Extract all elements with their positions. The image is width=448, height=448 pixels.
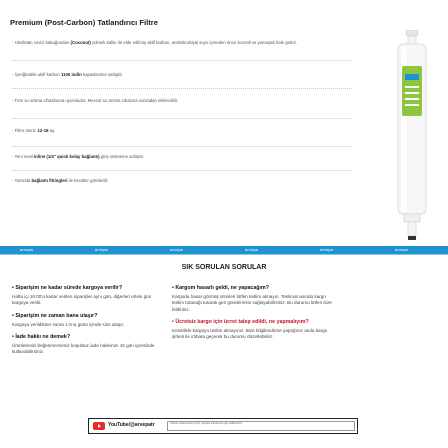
faq-answer: Hafta içi 16:00'a kadar verilen siparişler aynı gün, diğerleri ertesi gün kargoya verilir. [12, 294, 152, 306]
faq-question-highlight: • Ücretsiz kargo için ücret talep edildi, ne yapmalıyım? [172, 318, 309, 325]
faq-question: • Kargom hasarlı geldi, ne yapacağım? [172, 285, 269, 291]
faq-answer: Kargoya verildikten sonra 1-5 iş günü içinde size ulaşır. [12, 321, 125, 327]
divider [12, 60, 352, 61]
feature-item: - İçeriğindeki aktif karbon 1100 iodin kapasitesine sahiptir. [12, 72, 123, 77]
band-label: arvepa [320, 247, 333, 252]
youtube-banner[interactable] [88, 418, 358, 434]
faq-title: SIK SORULAN SORULAR [181, 264, 267, 271]
feature-item: - Filtre ömrü: 12-18 ay. [12, 128, 56, 133]
faq-left-column [12, 285, 164, 355]
product-title: Premium (Post-Carbon) Tatlandırıcı Filtre [10, 18, 158, 27]
band-label: arvepa [170, 247, 183, 252]
faq-question: • Siparişim ne zaman bana ulaşır? [12, 312, 98, 319]
youtube-icon [93, 422, 105, 430]
band-label: arvepa [20, 247, 33, 252]
feature-item: - Yanında bağlantı fittingleri ile beraber gönderilir. [12, 178, 109, 183]
filter-product-image [382, 30, 442, 248]
band-label: arvepa [395, 247, 408, 252]
feature-item: - Yeni nesil inline (1/4" quick kolay bağlantı) giriş sistemine sahiptir. [12, 154, 144, 159]
divider [12, 146, 352, 147]
faq-answer: Kargoda hasar görmüş ürünleri lütfen teslim almayın. Teslimat anında kargo teslim tutanağı tutarak geri gönderimini sağlayabilirsiniz. Bu durumu lütfen bize bildiriniz. [172, 294, 332, 312]
youtube-handle[interactable]: YouTube/@arvepatr [108, 422, 155, 428]
faq-question: • İade hakkı ne demek? [12, 333, 71, 340]
faq-answer: Kesinlikle kargoyu teslim almayınız. Bize bilgilendirme yaptığınız anda kargo şirketi ile irtibata geçerek bu durumu düzeltebiliriz. [172, 327, 328, 340]
band-underline [0, 254, 448, 255]
faq-answer: Ürünlerimizi beğenmezseniz koşulsuz iade hakkınızı 15 gün içerisinde kullanabilirsiniz. [12, 342, 155, 355]
faq-question: • Siparişim ne kadar sürede kargoya verilir? [12, 285, 123, 291]
divider [12, 170, 352, 171]
feature-item: - Tüm su arıtma cihazlarına uyumludur. Mevcut su arıtma cihazına sonradan eklenebilir. [12, 98, 179, 103]
brand-band [0, 246, 448, 254]
band-label: arvepa [95, 247, 108, 252]
divider [12, 118, 352, 119]
footer-note: Videolu anlatımlarımız için youtube kanalımıza göz atabilirsiniz. [167, 421, 355, 431]
divider [12, 88, 352, 89]
band-label: arvepa [245, 247, 258, 252]
feature-item: - Hindistan cevizi kabuğundan (Coconut) yüksek kalite ile elde edilmiş aktif karbon, antimikrobiyal suyu içmeden önce lezzetli ve yumuşak hale getirir. [12, 40, 297, 45]
faq-right-column [172, 285, 334, 340]
